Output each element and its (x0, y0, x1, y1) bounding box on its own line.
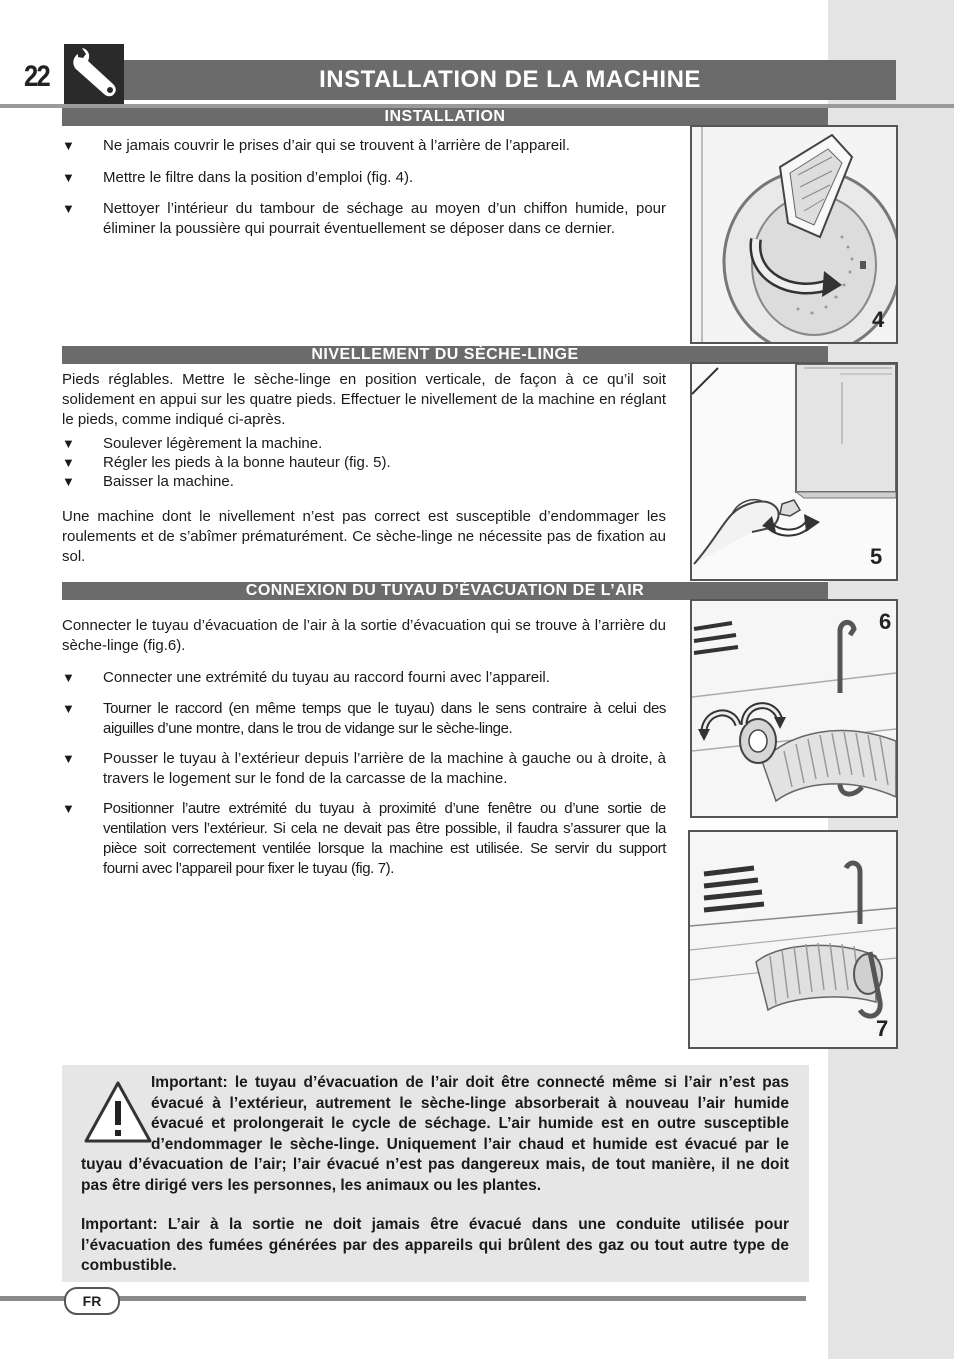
figure-number: 4 (872, 307, 885, 332)
bullet-triangle-icon: ▼ (62, 474, 75, 489)
list-item: ▼ Positionner l’autre extrémité du tuyau à proximité d’une fenêtre ou d’une sortie de ventilation vers l’extérieur. Si cela ne devait pas être possible, il faudra s’assurer que la pièce soit correctement ventilée lorsque la machine est utilisée. Se servir du support fourni avec l’appareil pour fixer le tuyau (fig. 7). (62, 800, 666, 877)
page-title: INSTALLATION DE LA MACHINE (124, 60, 896, 100)
bullet-triangle-icon: ▼ (62, 751, 75, 766)
figure-6-hose-connection (690, 599, 898, 818)
leveling-note: Une machine dont le nivellement n’est pas correct est susceptible d’endommager les roulements et de s’abîmer prématurément. Ce sèche-linge ne nécessite pas de fixation au sol. (62, 508, 666, 565)
bullet-triangle-icon: ▼ (62, 436, 75, 451)
warning-paragraph-2: Important: L’air à la sortie ne doit jamais être évacué dans une conduite utilisée pour l’évacuation des fumées générées par des appareils qui brûlent des gaz ou tout autre type de combustible. (81, 1216, 789, 1274)
page-number: 22 (24, 60, 49, 93)
bullet-triangle-icon: ▼ (62, 170, 75, 185)
bullet-triangle-icon: ▼ (62, 138, 75, 153)
bullet-triangle-icon: ▼ (62, 201, 75, 216)
figure-number: 6 (879, 609, 892, 634)
leveling-intro: Pieds réglables. Mettre le sèche-linge en position verticale, de façon à ce qu’il soit solidement en appui sur les quatre pieds. Effectuer le nivellement de la machine en réglant le pieds, comme indiqué ci-après. (62, 371, 666, 428)
list-item: ▼ Soulever légèrement la machine. (62, 435, 323, 452)
figure-5-feet (690, 362, 898, 581)
warning-paragraph-1: Important: le tuyau d’évacuation de l’air doit être connecté même si l’air n’est pas évacué à l’extérieur, autrement le sèche-linge absorberait à nouveau l’air humide évacué et prolongerait le cycle de séchage. L’air humide est en outre susceptible d’endommager le sèche-linge. Uniquement l’air chaud et humide est évacué par le tuyau d’évacuation de l’air; l’air évacué n’est pas dangereux mais, de tout manière, il ne doit pas être dirigé vers les personnes, les animaux ou les plantes. (81, 1074, 789, 1194)
section-heading-leveling: NIVELLEMENT DU SÈCHE-LINGE (62, 346, 828, 364)
list-item: ▼ Régler les pieds à la bonne hauteur (fig. 5). (62, 454, 391, 471)
list-item: ▼ Baisser la machine. (62, 473, 234, 490)
figure-7-hose-support (688, 830, 898, 1049)
list-item: ▼ Pousser le tuyau à l’extérieur depuis l’arrière de la machine à gauche ou à droite, à travers le logement sur le fond de la carcasse de la machine. (62, 750, 666, 787)
warning-box (62, 1065, 809, 1282)
section-heading-exhaust: CONNEXION DU TUYAU D’ÉVACUATION DE L’AIR (62, 582, 828, 600)
exhaust-intro: Connecter le tuyau d’évacuation de l’air à la sortie d’évacuation qui se trouve à l’arrière du sèche-linge (fig.6). (62, 617, 666, 654)
list-item: ▼ Nettoyer l’intérieur du tambour de séchage au moyen d’un chiffon humide, pour éliminer la poussière qui pourrait éventuellement se déposer dans ce dernier. (62, 200, 666, 237)
bullet-triangle-icon: ▼ (62, 801, 75, 816)
wrench-icon (64, 44, 124, 104)
figure-number: 7 (876, 1016, 889, 1041)
list-item: ▼ Tourner le raccord (en même temps que le tuyau) dans le sens contraire à celui des aiguilles d’une montre, dans le trou de vidange sur le sèche-linge. (62, 700, 666, 737)
language-badge: FR (64, 1287, 120, 1315)
footer-rule (0, 1296, 806, 1301)
bullet-triangle-icon: ▼ (62, 670, 75, 685)
bullet-triangle-icon: ▼ (62, 701, 75, 716)
figure-4-filter (690, 125, 898, 344)
list-item: ▼ Connecter une extrémité du tuyau au raccord fourni avec l’appareil. (62, 669, 550, 686)
section-heading-installation: INSTALLATION (62, 108, 828, 126)
figure-number: 5 (870, 544, 883, 569)
bullet-triangle-icon: ▼ (62, 455, 75, 470)
